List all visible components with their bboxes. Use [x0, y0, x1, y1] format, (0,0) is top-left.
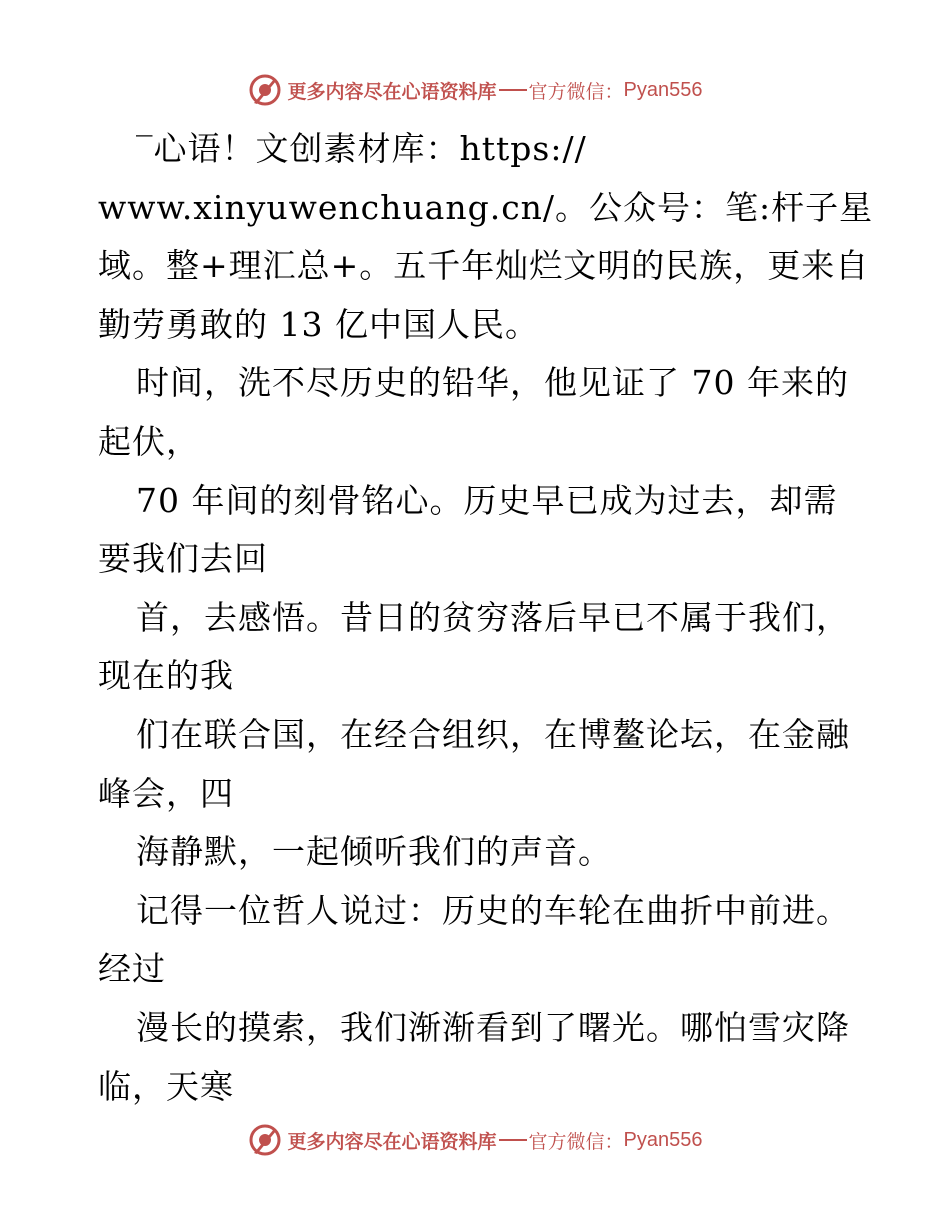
quill-logo-icon: [248, 1123, 282, 1157]
body-line: www.xinyuwenchuang.cn/。公众号：笔:杆子星: [98, 187, 874, 227]
body-line: ‾心语！文创素材库：https://: [136, 129, 587, 168]
banner-wechat-label: 官方微信：: [528, 80, 624, 103]
banner-separator: [499, 1139, 527, 1141]
banner-wechat-id: Pyan556: [623, 78, 703, 101]
body-line: 经过: [98, 949, 166, 989]
body-line: 漫长的摸索，我们渐渐看到了曙光。哪怕雪灾降: [136, 1007, 850, 1047]
body-line: 70 年间的刻骨铭心。历史早已成为过去，却需: [136, 480, 838, 520]
banner-separator: [499, 89, 527, 91]
banner-title: 更多内容尽在心语资料库: [287, 80, 497, 103]
body-line: 域。整+理汇总+。五千年灿烂文明的民族，更来自: [98, 246, 870, 286]
body-line: 时间，洗不尽历史的铅华，他见证了 70 年来的: [136, 363, 849, 403]
banner-wechat-id: Pyan556: [623, 1128, 703, 1151]
body-line: 首，去感悟。昔日的贫穷落后早已不属于我们，: [136, 597, 850, 637]
body-line: 记得一位哲人说过：历史的车轮在曲折中前进。: [136, 890, 850, 930]
body-line: 们在联合国，在经合组织，在博鳌论坛，在金融: [136, 714, 850, 754]
header-banner: [0, 70, 950, 110]
quill-logo-icon: [248, 73, 282, 107]
document-body: [98, 120, 874, 1116]
banner-title: 更多内容尽在心语资料库: [287, 1130, 497, 1153]
banner-wechat-label: 官方微信：: [528, 1130, 624, 1153]
body-line: 要我们去回: [98, 539, 268, 579]
body-line: 临，天寒: [98, 1066, 234, 1106]
footer-banner: [0, 1120, 950, 1160]
body-line: 勤劳勇敢的 13 亿中国人民。: [98, 304, 539, 344]
body-line: 起伏，: [98, 421, 200, 461]
body-line: 现在的我: [98, 656, 234, 696]
body-line: 海静默，一起倾听我们的声音。: [136, 832, 612, 872]
body-line: 峰会，四: [98, 773, 234, 813]
